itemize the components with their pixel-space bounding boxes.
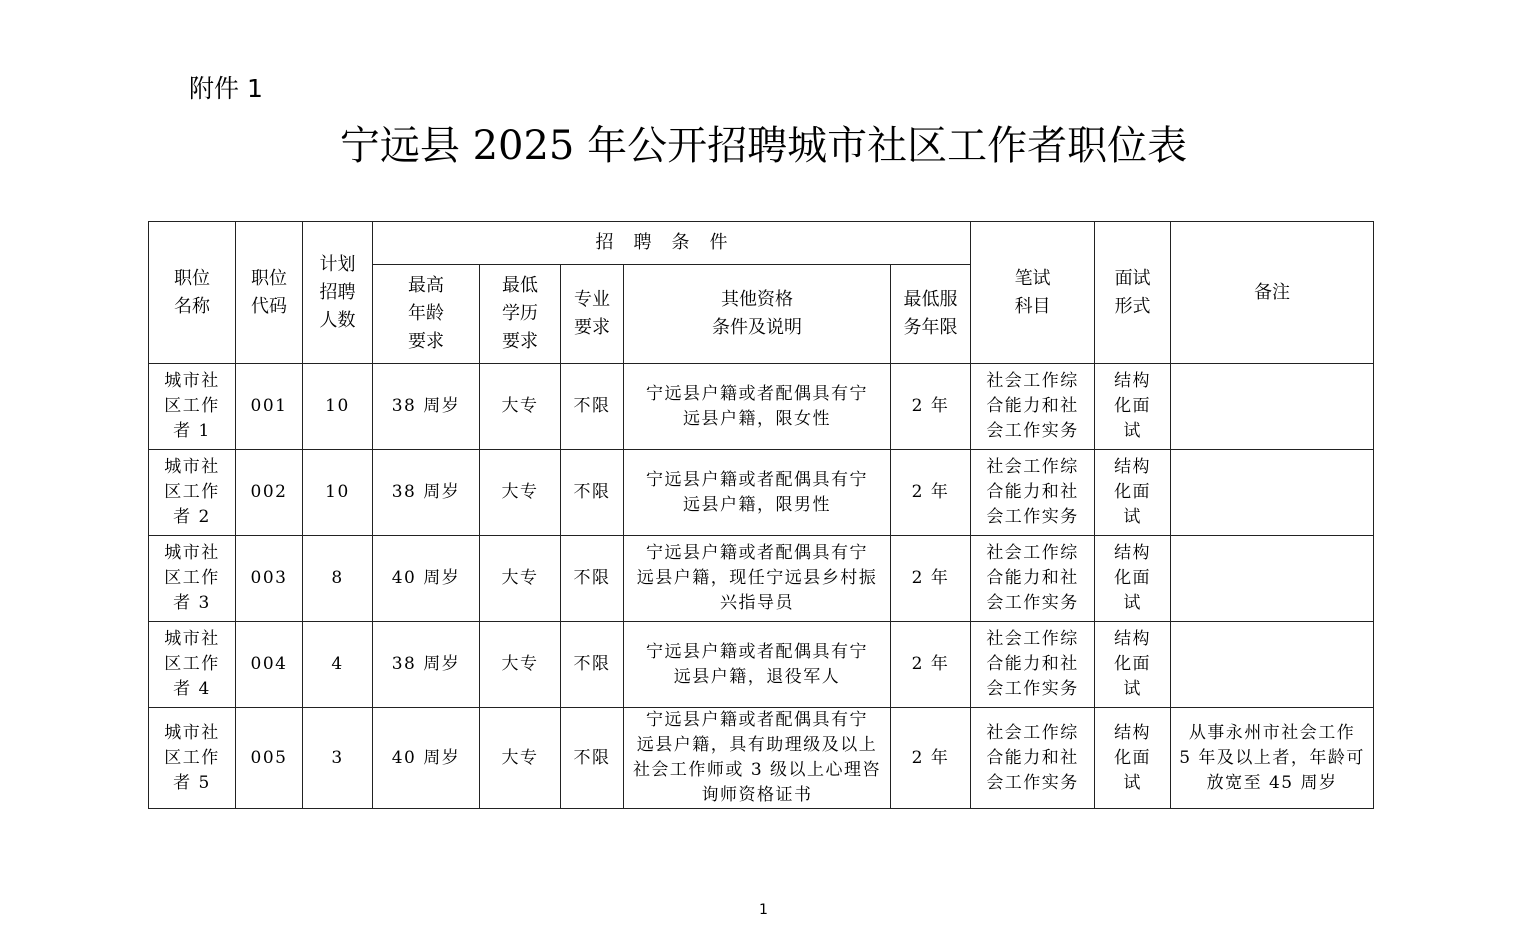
cell-other-conditions: 宁远县户籍或者配偶具有宁 远县户籍，现任宁远县乡村振 兴指导员	[624, 536, 891, 622]
table-row	[149, 536, 1374, 622]
header-row-top	[149, 222, 1374, 265]
attachment-label: 附件 1	[189, 74, 263, 103]
page-number: 1	[759, 902, 768, 918]
cell-other-conditions: 宁远县户籍或者配偶具有宁 远县户籍，退役军人	[624, 622, 891, 708]
cell-max-age: 40 周岁	[373, 536, 480, 622]
cell-post-code: 001	[236, 364, 303, 450]
cell-interview: 结构 化面 试	[1095, 450, 1171, 536]
cell-written-exam: 社会工作综 合能力和社 会工作实务	[971, 708, 1095, 809]
cell-min-service: 2 年	[891, 622, 971, 708]
cell-remarks	[1171, 450, 1374, 536]
table-row	[149, 708, 1374, 809]
cell-max-age: 40 周岁	[373, 708, 480, 809]
cell-post-name: 城市社 区工作 者 1	[149, 364, 236, 450]
cell-post-code: 003	[236, 536, 303, 622]
cell-post-name: 城市社 区工作 者 3	[149, 536, 236, 622]
cell-post-name: 城市社 区工作 者 4	[149, 622, 236, 708]
cell-remarks	[1171, 622, 1374, 708]
cell-min-edu: 大专	[480, 708, 561, 809]
header-remarks: 备注	[1171, 222, 1374, 364]
header-max-age: 最高 年龄 要求	[373, 265, 480, 364]
table-row	[149, 364, 1374, 450]
cell-plan-count: 4	[303, 622, 373, 708]
cell-min-edu: 大专	[480, 536, 561, 622]
header-conditions-group: 招聘条件	[373, 222, 971, 265]
cell-min-edu: 大专	[480, 364, 561, 450]
cell-min-service: 2 年	[891, 708, 971, 809]
cell-major: 不限	[561, 536, 624, 622]
cell-min-edu: 大专	[480, 622, 561, 708]
cell-written-exam: 社会工作综 合能力和社 会工作实务	[971, 450, 1095, 536]
document-title: 宁远县 2025 年公开招聘城市社区工作者职位表	[339, 123, 1188, 169]
cell-major: 不限	[561, 708, 624, 809]
cell-plan-count: 10	[303, 450, 373, 536]
cell-min-edu: 大专	[480, 450, 561, 536]
header-other: 其他资格 条件及说明	[624, 265, 891, 364]
cell-other-conditions: 宁远县户籍或者配偶具有宁 远县户籍，限女性	[624, 364, 891, 450]
cell-max-age: 38 周岁	[373, 622, 480, 708]
cell-major: 不限	[561, 450, 624, 536]
cell-other-conditions: 宁远县户籍或者配偶具有宁 远县户籍，限男性	[624, 450, 891, 536]
cell-major: 不限	[561, 364, 624, 450]
header-post-name: 职位 名称	[149, 222, 236, 364]
cell-remarks	[1171, 536, 1374, 622]
cell-min-service: 2 年	[891, 450, 971, 536]
table-row	[149, 450, 1374, 536]
cell-written-exam: 社会工作综 合能力和社 会工作实务	[971, 364, 1095, 450]
cell-min-service: 2 年	[891, 536, 971, 622]
header-plan-count: 计划 招聘 人数	[303, 222, 373, 364]
cell-interview: 结构 化面 试	[1095, 364, 1171, 450]
header-min-service: 最低服 务年限	[891, 265, 971, 364]
position-table	[148, 221, 1374, 809]
cell-remarks: 从事永州市社会工作 5 年及以上者，年龄可 放宽至 45 周岁	[1171, 708, 1374, 809]
header-interview: 面试 形式	[1095, 222, 1171, 364]
cell-post-name: 城市社 区工作 者 2	[149, 450, 236, 536]
cell-min-service: 2 年	[891, 364, 971, 450]
header-min-edu: 最低 学历 要求	[480, 265, 561, 364]
cell-other-conditions: 宁远县户籍或者配偶具有宁 远县户籍，具有助理级及以上 社会工作师或 3 级以上心理咨 询师资格证书	[624, 708, 891, 809]
header-post-code: 职位 代码	[236, 222, 303, 364]
cell-max-age: 38 周岁	[373, 364, 480, 450]
cell-plan-count: 10	[303, 364, 373, 450]
header-major: 专业 要求	[561, 265, 624, 364]
cell-interview: 结构 化面 试	[1095, 536, 1171, 622]
cell-interview: 结构 化面 试	[1095, 708, 1171, 809]
cell-post-code: 002	[236, 450, 303, 536]
cell-major: 不限	[561, 622, 624, 708]
cell-plan-count: 8	[303, 536, 373, 622]
cell-max-age: 38 周岁	[373, 450, 480, 536]
cell-written-exam: 社会工作综 合能力和社 会工作实务	[971, 536, 1095, 622]
cell-written-exam: 社会工作综 合能力和社 会工作实务	[971, 622, 1095, 708]
cell-post-name: 城市社 区工作 者 5	[149, 708, 236, 809]
header-written-exam: 笔试 科目	[971, 222, 1095, 364]
table-row	[149, 622, 1374, 708]
cell-interview: 结构 化面 试	[1095, 622, 1171, 708]
cell-post-code: 005	[236, 708, 303, 809]
cell-remarks	[1171, 364, 1374, 450]
cell-post-code: 004	[236, 622, 303, 708]
table-body	[149, 364, 1374, 809]
cell-plan-count: 3	[303, 708, 373, 809]
